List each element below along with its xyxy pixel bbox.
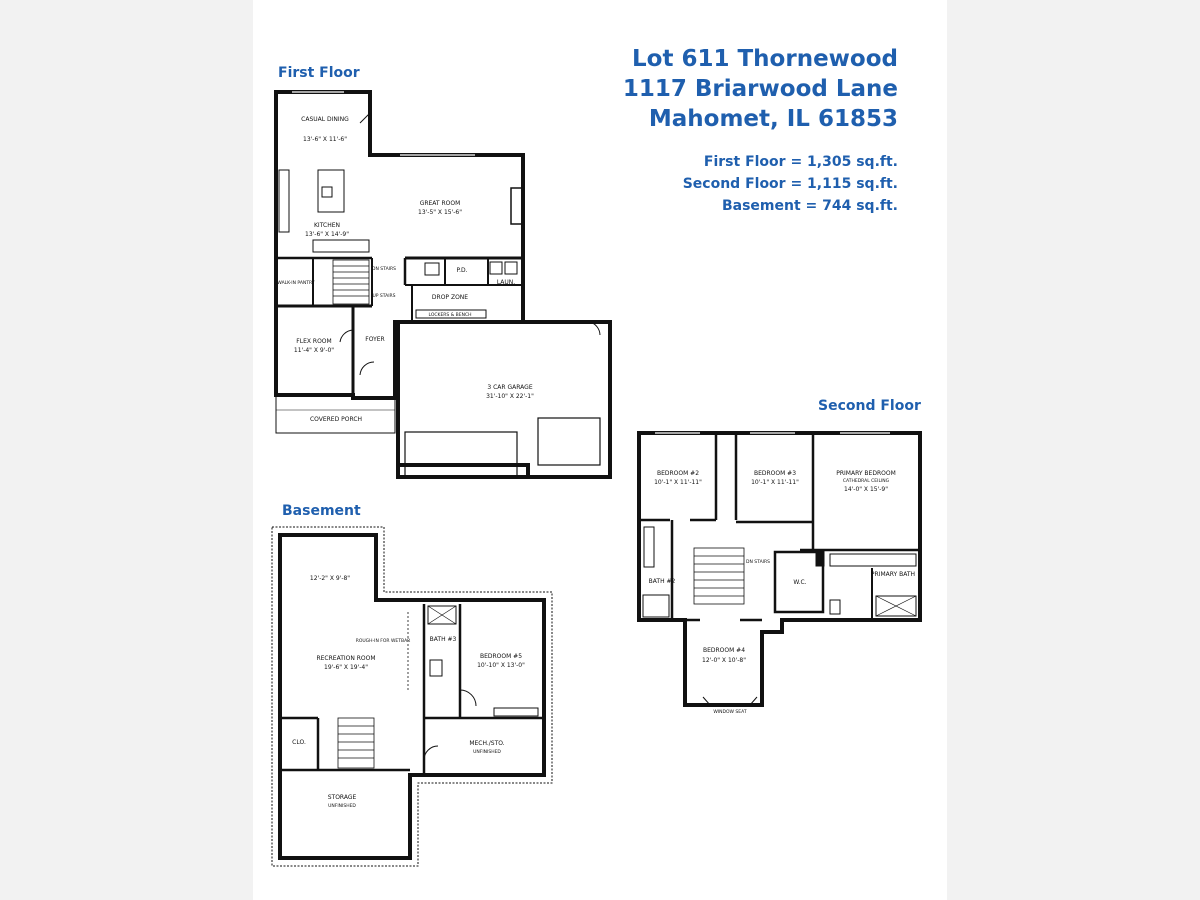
recreation-room-label: RECREATION ROOM (316, 655, 376, 662)
bedroom4-size: 12'-0" X 10'-8" (702, 657, 746, 664)
second-floor-area: Second Floor = 1,115 sq.ft. (682, 176, 898, 192)
walkin-pantry-label: WALK-IN PANTRY (277, 281, 315, 286)
flex-room-size: 11'-4" X 9'-0" (293, 347, 335, 354)
bedroom5-size: 10'-10" X 13'-0" (477, 662, 525, 669)
wic-label: W.C. (793, 579, 807, 586)
first-floor-title: First Floor (278, 65, 360, 81)
bedroom4-label: BEDROOM #4 (702, 647, 746, 654)
flex-room-label: FLEX ROOM (296, 338, 332, 345)
first-floor-area: First Floor = 1,305 sq.ft. (703, 154, 898, 170)
garage-size: 31'-10" X 22'-1" (486, 393, 534, 400)
closet-label: CLO. (292, 739, 306, 746)
casual-dining-label: CASUAL DINING (301, 116, 349, 123)
bath3-label: BATH #3 (429, 636, 457, 643)
second-floor-labels (649, 470, 915, 715)
great-room-label: GREAT ROOM (419, 200, 461, 207)
mech-sto-label: MECH./STO. (469, 740, 505, 747)
drop-zone-label: DROP ZONE (431, 294, 469, 301)
primary-bedroom-label: PRIMARY BEDROOM (836, 470, 896, 477)
primary-bedroom-note: CATHEDRAL CEILING (842, 479, 890, 484)
primary-bedroom-size: 14'-0" X 15'-9" (844, 486, 888, 493)
laundry-label: LAUN. (496, 279, 516, 286)
basement-upper-size: 12'-2" X 9'-8" (309, 575, 351, 582)
mech-unfinished-label: UNFINISHED (473, 750, 501, 755)
bedroom5-label: BEDROOM #5 (479, 653, 523, 660)
foyer-label: FOYER (365, 336, 385, 343)
casual-dining-size: 13'-6" X 11'-6" (303, 136, 347, 143)
dn-stairs-label: DN STAIRS (372, 267, 396, 272)
bedroom2-size: 10'-1" X 11'-11" (654, 479, 702, 486)
lot-title: Lot 611 Thornewood (632, 46, 898, 72)
garage-label: 3 CAR GARAGE (487, 384, 533, 391)
second-floor-title: Second Floor (818, 398, 921, 414)
city-state-zip: Mahomet, IL 61853 (648, 106, 898, 132)
kitchen-label: KITCHEN (314, 222, 340, 229)
rough-in-label: ROUGH-IN FOR WETBAR (355, 639, 411, 644)
storage-unfinished-label: UNFINISHED (328, 804, 356, 809)
bedroom2-label: BEDROOM #2 (656, 470, 700, 477)
primary-bath-label: PRIMARY BATH (870, 571, 916, 578)
bath2-label: BATH #2 (648, 578, 676, 585)
locker-label: LOCKERS & BENCH (428, 313, 472, 318)
storage-label: STORAGE (327, 794, 357, 801)
basement-area: Basement = 744 sq.ft. (721, 198, 898, 214)
covered-porch-label: COVERED PORCH (309, 416, 363, 423)
window-seat-label: WINDOW SEAT (713, 710, 747, 715)
kitchen-size: 13'-6" X 14'-9" (305, 231, 349, 238)
bedroom3-label: BEDROOM #3 (753, 470, 797, 477)
recreation-room-size: 19'-6" X 19'-4" (324, 664, 368, 671)
up-stairs-label: UP STAIRS (372, 294, 396, 299)
basement-title: Basement (282, 503, 361, 519)
great-room-size: 13'-5" X 15'-6" (418, 209, 462, 216)
second-dn-stairs-label: DN STAIRS (746, 560, 770, 565)
pd-label: P.D. (456, 267, 468, 274)
street-address: 1117 Briarwood Lane (622, 76, 898, 102)
bedroom3-size: 10'-1" X 11'-11" (751, 479, 799, 486)
